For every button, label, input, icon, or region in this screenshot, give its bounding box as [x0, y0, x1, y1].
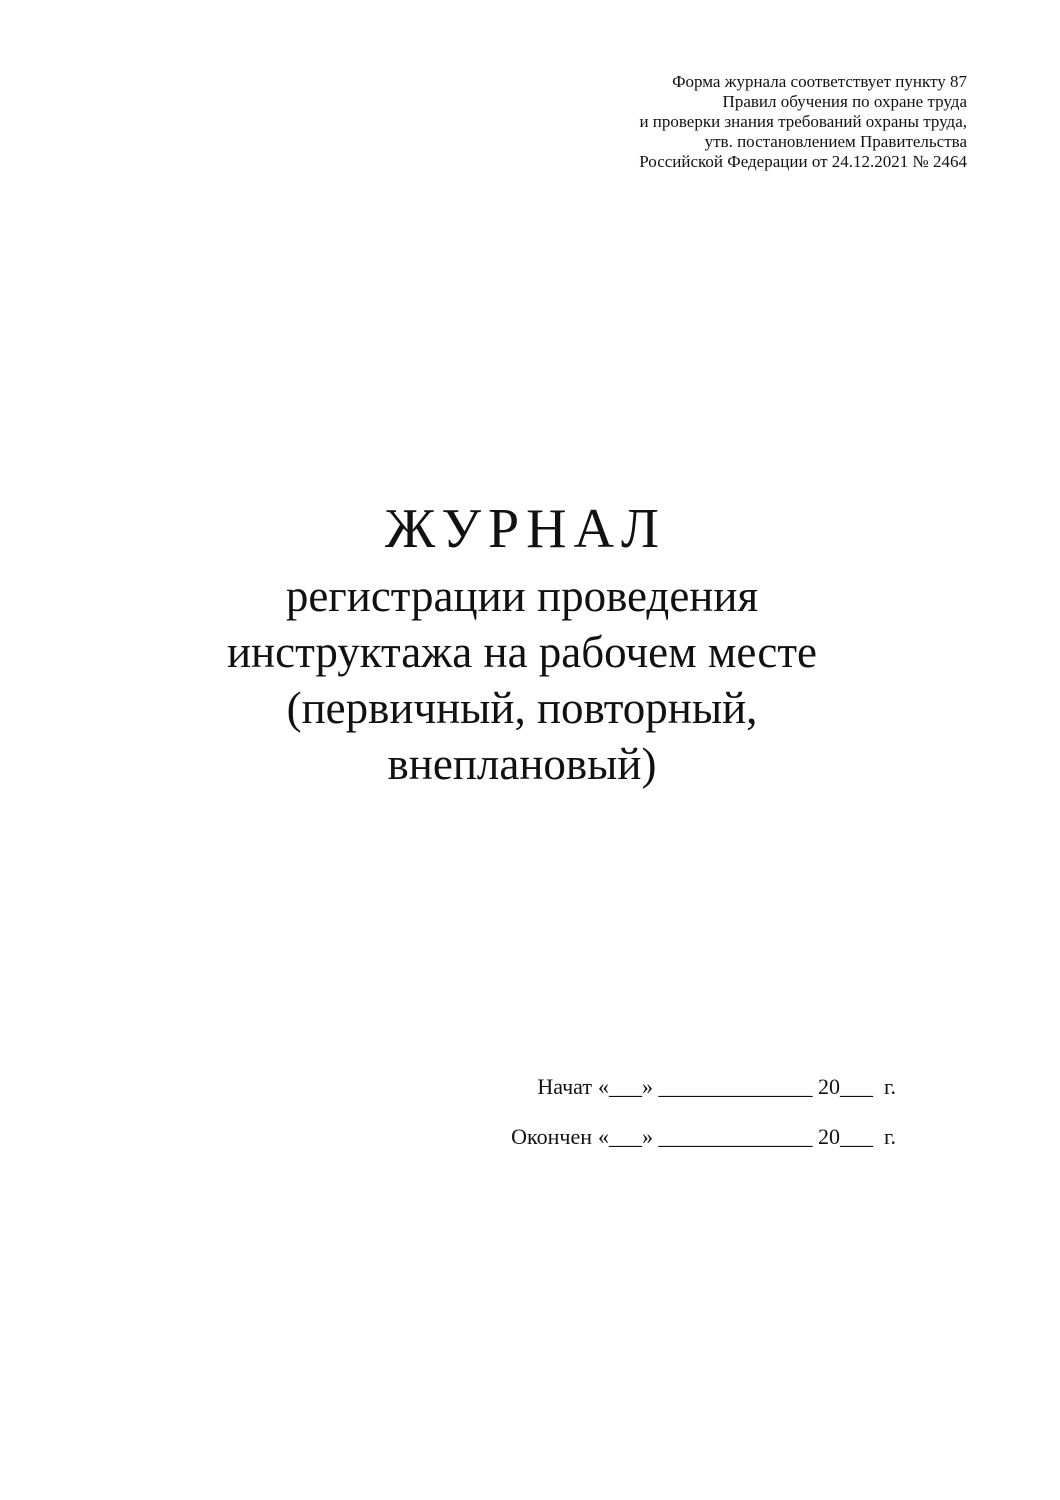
title-block	[0, 498, 1044, 792]
subtitle-line: инструктажа на рабочем месте	[226, 627, 818, 677]
note-line: Форма журнала соответствует пункту 87	[672, 72, 967, 91]
note-line: Российской Федерации от 24.12.2021 № 2464	[639, 152, 967, 171]
subtitle-line: регистрации проведения	[285, 571, 759, 621]
date-started-label: Начат	[537, 1074, 592, 1099]
dates-block	[0, 1062, 1060, 1162]
date-finished-label: Окончен	[511, 1124, 592, 1149]
date-finished-blank: «___» ______________ 20___ г.	[598, 1124, 897, 1149]
subtitle-line: внеплановый)	[387, 739, 657, 789]
date-started-row	[0, 1062, 1060, 1112]
note-line: утв. постановлением Правительства	[704, 132, 967, 151]
page-title: ЖУРНАЛ	[384, 498, 667, 560]
note-line: Правил обучения по охране труда	[722, 92, 967, 111]
date-finished-row	[0, 1112, 1060, 1162]
note-line: и проверки знания требований охраны труда,	[639, 112, 967, 131]
date-started-blank: «___» ______________ 20___ г.	[598, 1074, 897, 1099]
header-note	[639, 72, 967, 172]
subtitle-line: (первичный, повторный,	[286, 683, 758, 733]
page-subtitle	[0, 568, 1044, 792]
